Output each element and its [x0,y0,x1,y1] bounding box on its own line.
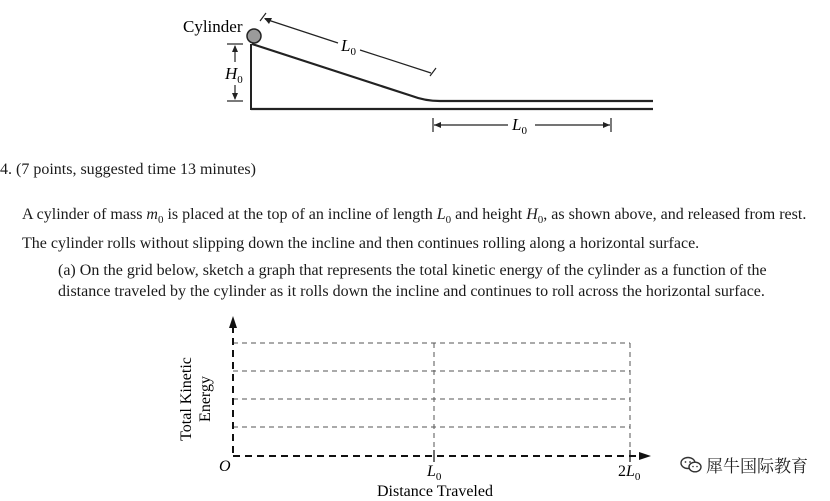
y-axis-label-line1: Total Kinetic [178,357,195,441]
question-stem [22,203,822,255]
watermark [680,452,808,477]
length-subscript: 0 [445,214,452,227]
height-symbol: H [526,206,538,223]
y-axis-arrow [229,316,237,328]
incline-diagram [0,0,830,160]
height-subscript: 0 [537,214,544,227]
mass-subscript: 0 [157,214,164,227]
question-header: 4. (7 points, suggested time 13 minutes) [0,161,256,178]
stem-text-2: is placed at the top of an incline of length [163,206,437,223]
height-label: $H_0$ [225,64,243,86]
origin-label: O [219,458,231,475]
x-tick-label-2: $2L_0$ [618,463,641,483]
stem-text-1: A cylinder of mass [22,206,147,223]
x-tick-label-1: $L_0$ [427,463,442,483]
y-axis-label-line2: Energy [197,376,214,422]
x-axis-label: Distance Traveled [377,483,493,500]
horizontal-length-label: $L_0$ [512,115,527,137]
stem-text-4: , as shown above, and released from rest. The cylinder rolls without slipping down the incline and then continues rolling along a horizontal surface. [22,206,807,253]
length-symbol: L [436,206,446,223]
mass-symbol: m [146,206,158,223]
watermark-text: 犀牛国际教育 [706,457,808,477]
incline-surface [252,44,653,101]
wechat-icon [680,456,702,474]
cylinder-label: Cylinder [183,17,243,36]
part-a-text: (a) On the grid below, sketch a graph that represents the total kinetic energy of the cylinder as a function of the distance traveled by the cylinder as it rolls down the incline and continues to roll across the horizontal surface. [58,262,767,300]
incline-length-label: $L_0$ [341,36,356,58]
cylinder [247,29,261,43]
stem-text-3: and height [451,206,527,223]
x-axis-arrow [639,452,651,460]
